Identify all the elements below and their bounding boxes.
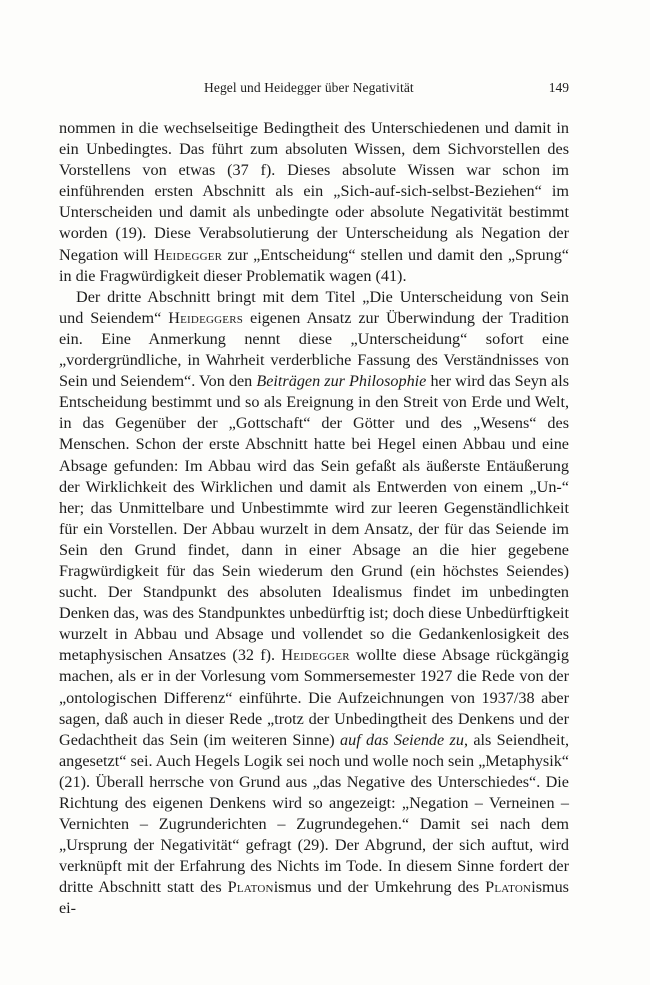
text-run: eigenen Ansatz zur Überwindung der Tradition ein. Eine Anmerkung nennt diese „Unterscheidung“ sofort eine „vordergründliche, in Wahrheit verderbliche Fassung des Verständnisses von Sein und Seiendem“. Von den xyxy=(59,308,569,391)
paragraph xyxy=(59,287,569,920)
author-name: Heidegger xyxy=(281,646,350,665)
text-run: nommen in die wechselseitige Bedingtheit des Unterschiedenen und damit in ein Unbedingtes. Das führt zum absoluten Wissen, dem Sichvorstellen des Vorstellens von etwas (37 f). Dieses absolute Wissen war schon im einführenden ersten Abschnitt als ein „Sich-auf-sich-selbst-Beziehen“ im Unterscheiden und damit als unbedingte oder absolute Negativität bestimmt worden (19). Diese Verabsolutierung der Unterscheidung als Negation der Negation will xyxy=(59,119,569,264)
text-run: her wird das Seyn als Entscheidung bestimmt und so als Ereignung in den Streit von Erde und Welt, in das Gegenüber der „Gottschaft“ der Götter und des „Wesens“ des Menschen. Schon der erste Abschnitt hatte bei Hegel einen Abbau und eine Absage gefunden: Im Abbau wird das Sein gefaßt als äußerste Entäußerung der Wirklichkeit des Wirklichen und damit als Entwerden von einem „Un-“ her; das Unmittelbare und Unbestimmte wird zur leeren Gegenständlichkeit für ein Vorstellen. Der Abbau wurzelt in dem Ansatz, der für das Seiende im Sein den Grund findet, dann in einer Absage an die hier gegebene Fragwürdigkeit für das Sein wiederum den Grund (ein höchstes Seiendes) sucht. Der Standpunkt des absoluten Idealismus findet im unbedingten Denken das, was des Standpunktes unbedürftig ist; doch diese Unbedürftigkeit wurzelt in Abbau und Absage und vollendet so die Gedankenlosigkeit des metaphysischen Ansatzes (32 f). xyxy=(59,372,570,665)
text-run: , als Seiendheit, angesetzt“ sei. Auch Hegels Logik sei noch und wolle noch sein „Metaphysik“ (21). Überall herrsche von Grund aus „das Negative des Unterschiedes“. Die Richtung des eigenen Denkens wird so angezeigt: „Negation – Verneinen – Vernichten – Zugrunderichten – Zugrundegehen.“ Damit sei nach dem „Ursprung der Negativität“ gefragt (29). Der Abgrund, der sich auftut, wird verknüpft mit der Erfahrung des Nichts im Tode. In diesem Sinne fordert der dritte Abschnitt statt des xyxy=(59,730,570,897)
page-header xyxy=(59,80,569,100)
author-name: Heideggers xyxy=(168,308,244,327)
author-name: Platon xyxy=(227,878,274,897)
text-run: ismus und der Umkehrung des xyxy=(273,878,486,897)
page-number: 149 xyxy=(548,80,569,95)
body-text xyxy=(59,118,569,920)
paragraph xyxy=(59,118,569,287)
author-name: Heidegger xyxy=(153,245,223,264)
italic-phrase: auf das Seiende zu xyxy=(340,730,464,749)
italic-title: Beiträgen zur Philosophie xyxy=(256,372,427,391)
text-run: zur „Entscheidung“ stellen und damit den „Sprung“ in die Fragwürdigkeit dieser Problematik wagen (41). xyxy=(59,245,569,285)
text-run: Der dritte Abschnitt bringt mit dem Titel „Die Unterscheidung von Sein und Seiendem“ xyxy=(59,287,569,327)
running-head: Hegel und Heidegger über Negativität xyxy=(204,80,414,95)
text-run: ismus ei- xyxy=(59,878,569,918)
author-name: Platon xyxy=(485,878,532,897)
text-run: wollte diese Absage rückgängig machen, als er in der Vorlesung vom Sommersemester 1927 die Rede von der „ontologischen Differenz“ einführte. Die Aufzeichnungen von 1937/38 aber sagen, daß auch in dieser Rede „trotz der Unbedingtheit des Denkens und der Gedachtheit das Sein (im weiteren Sinne) xyxy=(59,646,569,749)
